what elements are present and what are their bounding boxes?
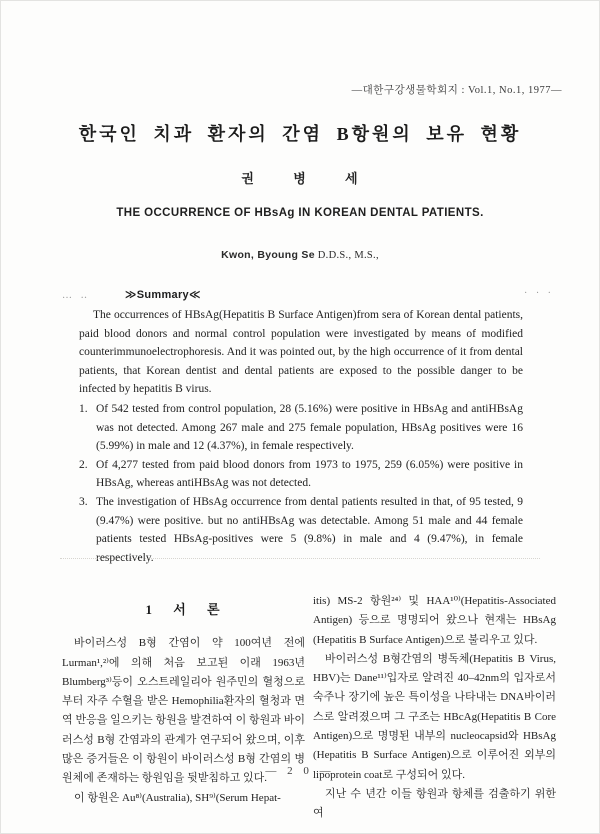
author-name-korean: 권 병 세 <box>241 171 359 186</box>
summary-finding-3 <box>79 493 523 567</box>
list-number: 3. <box>79 495 88 508</box>
journal-header: —대한구강생물학회지 : Vol.1, No.1, 1977— <box>351 85 562 96</box>
body-column-right <box>313 592 556 824</box>
summary-heading: ≫Summary≪ <box>124 289 201 301</box>
summary-finding-1 <box>79 400 523 456</box>
page-number: — 2 0 — <box>265 765 335 777</box>
intro-paragraph-2-continued: itis) MS-2 항원²⁴⁾ 및 HAA¹⁰⁾(Hepatitis-Associated Antigen) 등으로 명명되어 왔으나 현재는 HBsAg (Hepatitis B Surface Antigen)으로 불리우고 있다. <box>313 595 556 646</box>
scan-artifact-dots-right: · · · <box>524 288 554 299</box>
finding-text: Of 542 tested from control population, 28 (5.16%) were positive in HBsAg and antiHBsAg was not detected. Among 267 male and 275 female population, HBsAg positives were 16 (5.99%) in male and 12 (4.37%), in female respectively. <box>96 402 523 453</box>
paper-title-korean: 한국인 치과 환자의 간염 B항원의 보유 현황 <box>78 124 522 144</box>
summary-body-separator <box>60 558 540 559</box>
summary-findings-list <box>79 400 523 567</box>
summary-heading-row <box>62 288 560 301</box>
author-byline-english <box>0 249 600 261</box>
paper-title-english: THE OCCURRENCE OF HBsAg IN KOREAN DENTAL PATIENTS. <box>116 207 484 219</box>
list-number: 1. <box>79 402 88 415</box>
list-number: 2. <box>79 458 88 471</box>
finding-text: Of 4,277 tested from paid blood donors from 1973 to 1975, 259 (6.05%) were positive in HBsAg, whereas antiHBsAg was not detected. <box>96 458 523 490</box>
intro-paragraph-2: 이 항원은 Au⁸⁾(Australia), SH⁹⁾(Serum Hepat- <box>74 791 281 804</box>
summary-section <box>79 306 523 567</box>
intro-paragraph-3: 바이러스성 B형간염의 병독체(Hepatitis B Virus, HBV)는 Dane¹¹⁾입자로 알려진 40–42nm의 입자로서 숙주나 장기에 높은 특이성을 나타내는 DNA바이러스로 알려졌으며 그 구조는 HBcAg(Hepatitis B Core Antigen)으로 명명된 내부의 nucleocapsid와 HBsAg (Hepatitis B Surface Antigen)으로 이루어진 외부의 lipoprotein coat로 구성되어 있다. <box>313 652 556 781</box>
author-name-english: Kwon, Byoung Se <box>221 249 315 261</box>
summary-finding-2 <box>79 456 523 493</box>
intro-paragraph-1: 바이러스성 B형 간염이 약 100여년 전에 Lurman¹,²⁾에 의해 처음 보고된 이래 1963년 Blumberg³⁾등이 오스트레일리아 원주민의 혈청으로부터 자주 수혈을 받은 Hemophilia환자의 혈청과 면역 반응을 일으키는 항원을 발견하여 이 항원과 바이러스성 B형 간염과의 관계가 연구되어 왔으며, 이후 많은 증거들은 이 항원이 바이러스성 B형 간염의 병원체에 존재하는 항원임을 뒷받침하고 있다. <box>62 637 305 785</box>
scan-artifact-dots-left: … ‥ <box>62 290 91 301</box>
summary-paragraph: The occurrences of HBsAg(Hepatitis B Surface Antigen)from sera of Korean dental patients, paid blood donors and normal control population were investigated by means of modified counterimmunoelectrophoresis. And it was pointed out, by the high occurrence of it from dental patients, that Korean dentist and dental patients are exposed to the possible danger to be infected by hepatitis B virus. <box>79 309 523 396</box>
section-heading-introduction: 1 서 론 <box>145 602 222 617</box>
intro-paragraph-4: 지난 수 년간 이들 항원과 항체를 검출하기 위한 여 <box>313 787 556 820</box>
finding-text: The investigation of HBsAg occurrence from dental patients resulted in that, of 95 tested, 9 (9.47%) were positive. but no antiHBsAg was detectable. Among 51 male and 44 female patients tested HBsAg-positives were 5 (9.8%) in male and 4 (9.47%), in female respectively. <box>96 495 523 564</box>
author-degrees: D.D.S., M.S., <box>317 250 379 261</box>
